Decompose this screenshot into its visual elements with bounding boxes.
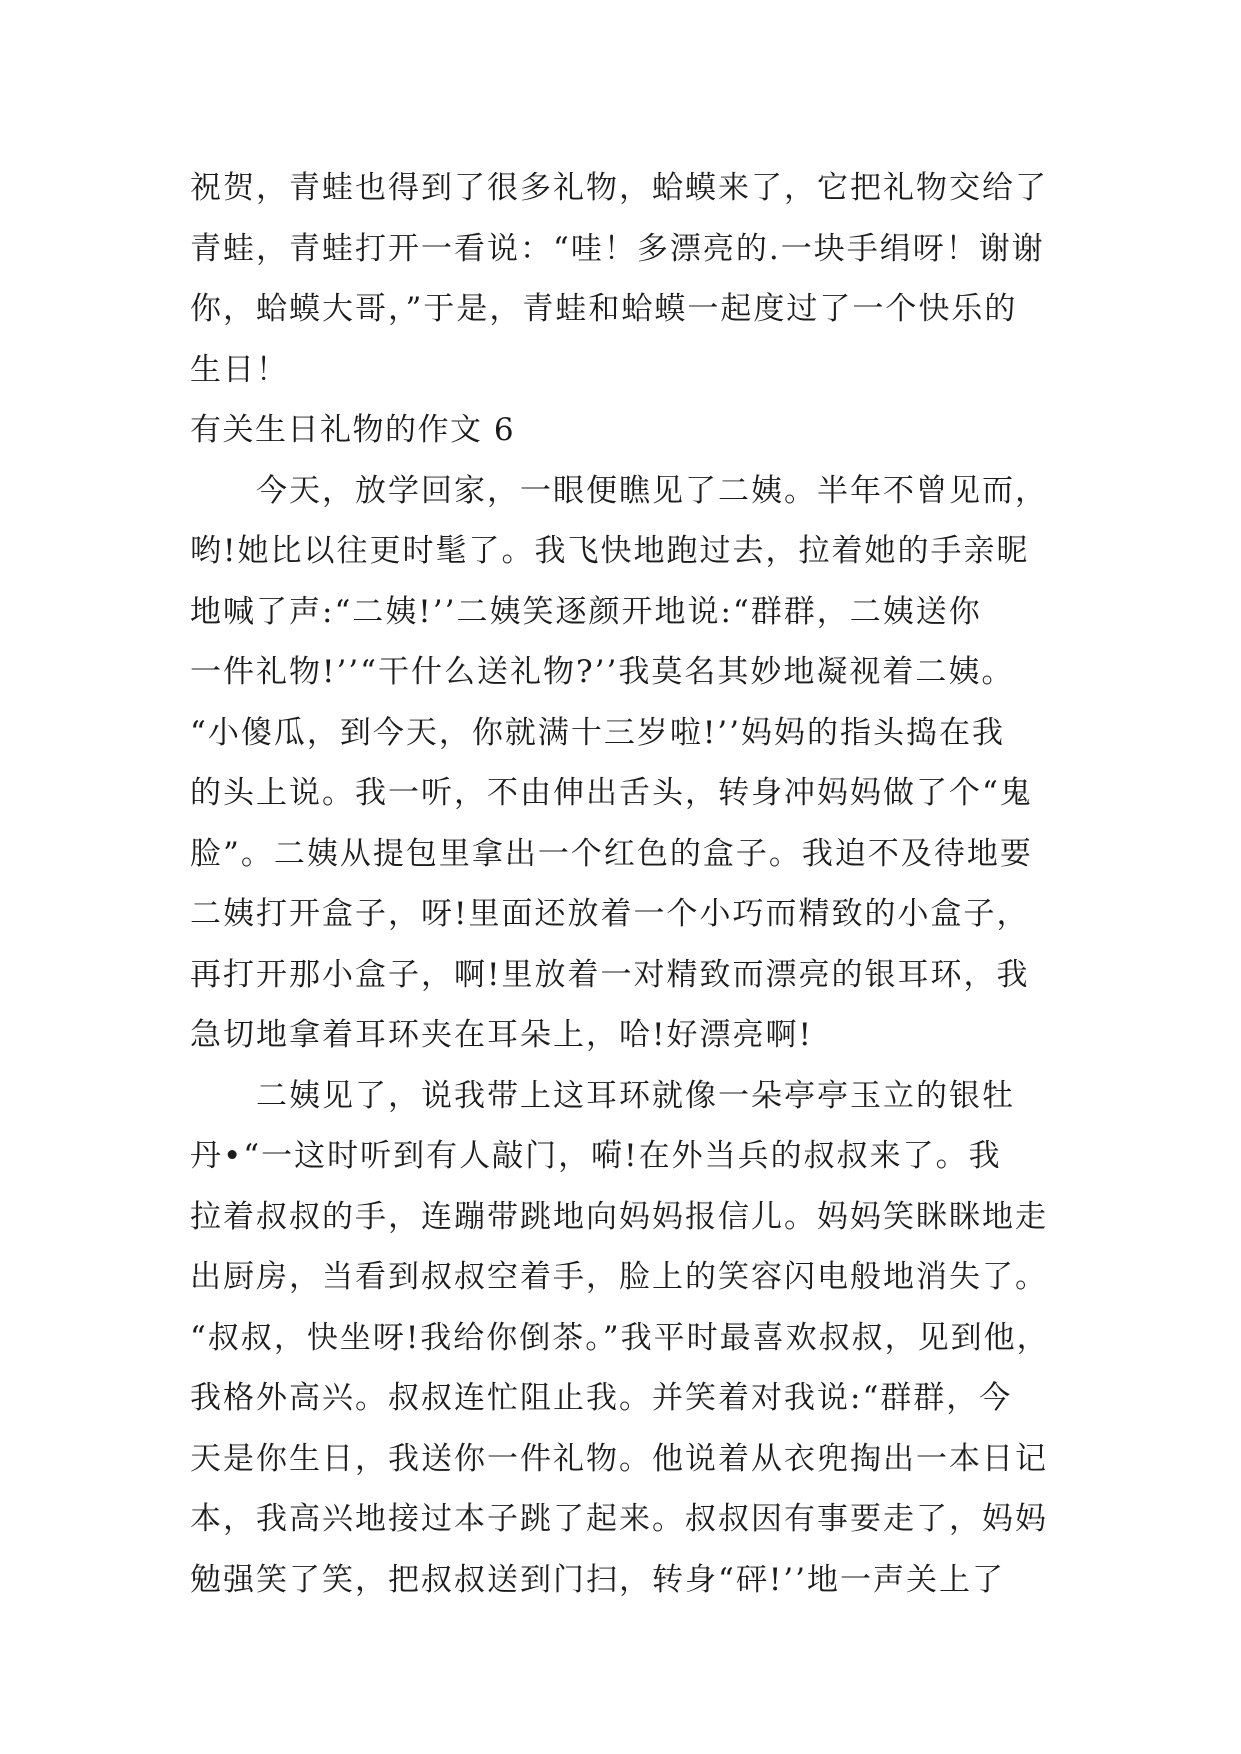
paragraph-line: 二姨见了，说我带上这耳环就像一朵亭亭玉立的银牡	[256, 1077, 1015, 1114]
paragraph-line: “小傻瓜，到今天，你就满十三岁啦!’’妈妈的指头捣在我	[190, 714, 1006, 751]
paragraph-line: 二姨打开盒子，呀!里面还放着一个小巧而精致的小盒子，	[190, 896, 1030, 932]
section-heading: 有关生日礼物的作文 6	[190, 412, 516, 448]
paragraph-line: 哟!她比以往更时髦了。我飞快地跑过去，拉着她的手亲昵	[190, 533, 1030, 569]
paragraph-line: 急切地拿着耳环夹在耳朵上，哈!好漂亮啊!	[190, 1017, 813, 1053]
paragraph-line: 的头上说。我一听，不由伸出舌头，转身冲妈妈做了个“鬼	[190, 775, 1033, 811]
paragraph-line: 你，蛤蟆大哥，”于是，青蛙和蛤蟆一起度过了一个快乐的	[190, 291, 1018, 327]
paragraph-line: 我格外高兴。叔叔连忙阻止我。并笑着对我说:“群群，今	[190, 1380, 1013, 1416]
paragraph-line: 再打开那小盒子，啊!里放着一对精致而漂亮的银耳环，我	[190, 956, 1030, 993]
paragraph-line: 出厨房，当看到叔叔空着手，脸上的笑容闪电般地消失了。	[190, 1259, 1048, 1295]
paragraph-line: 勉强笑了笑，把叔叔送到门扫，转身“砰!’’地一声关上了	[190, 1561, 1006, 1598]
paragraph-line: 今天，放学回家，一眼便瞧见了二姨。半年不曾见而，	[256, 472, 1048, 509]
paragraph-line: 脸”。二姨从提包里拿出一个红色的盒子。我迫不及待地要	[190, 835, 1033, 872]
paragraph-line: 丹•“一这时听到有人敲门，嗬!在外当兵的叔叔来了。我	[190, 1138, 1002, 1174]
paragraph-line: 一件礼物!’’“干什么送礼物?’’我莫名其妙地凝视着二姨。	[190, 654, 1015, 690]
article-body	[190, 158, 1090, 1610]
paragraph-line: 祝贺，青蛙也得到了很多礼物，蛤蟆来了，它把礼物交给了	[190, 170, 1048, 206]
paragraph-line: “叔叔，快坐呀!我给你倒茶。”我平时最喜欢叔叔，见到他，	[190, 1319, 1050, 1356]
paragraph-line: 本，我高兴地接过本子跳了起来。叔叔因有事要走了，妈妈	[190, 1501, 1048, 1537]
paragraph-line: 生日！	[190, 351, 289, 388]
paragraph-line: 青蛙，青蛙打开一看说：“哇！多漂亮的.一块手绢呀！谢谢	[190, 230, 1045, 267]
paragraph-line: 拉着叔叔的手，连蹦带跳地向妈妈报信儿。妈妈笑眯眯地走	[190, 1198, 1048, 1235]
paragraph-line: 地喊了声:“二姨!’’二姨笑逐颜开地说:“群群，二姨送你	[190, 593, 982, 630]
paragraph-line: 天是你生日，我送你一件礼物。他说着从衣兜掏出一本日记	[190, 1440, 1048, 1477]
